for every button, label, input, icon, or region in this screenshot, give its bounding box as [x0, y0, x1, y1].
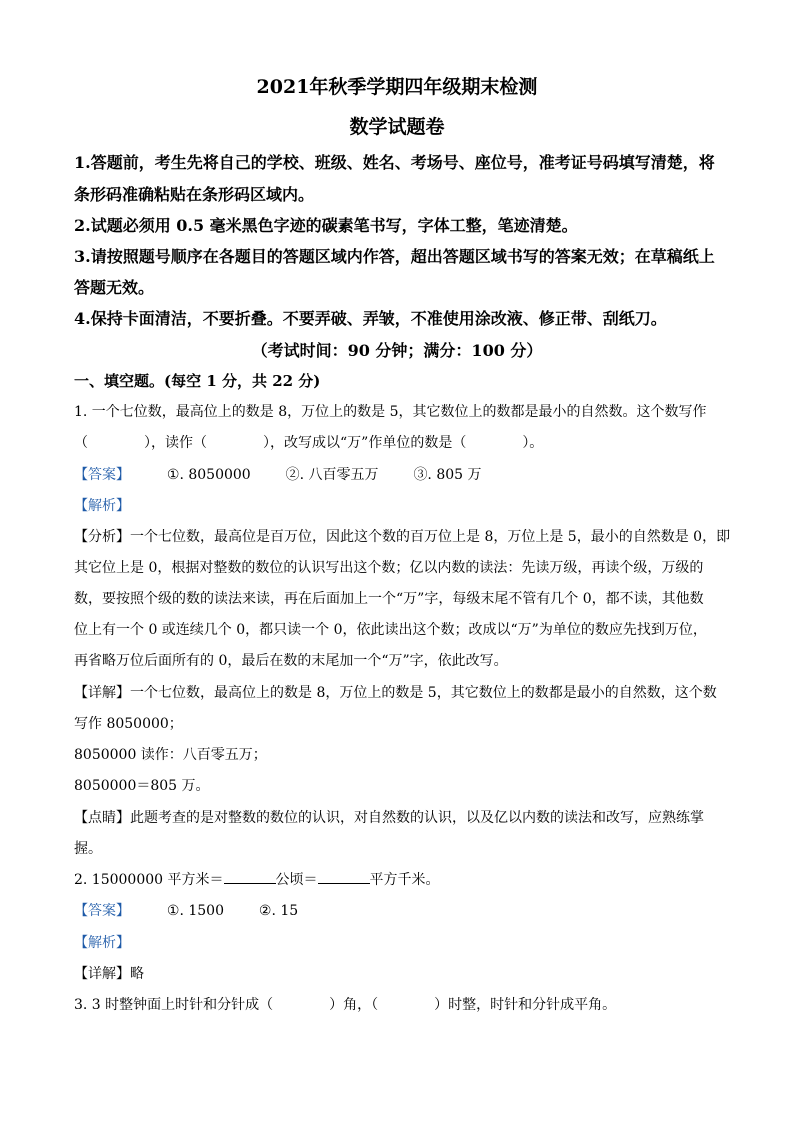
section-heading: 一、填空题。(每空 1 分，共 22 分) — [74, 372, 321, 390]
analysis-tag: 【解析】 — [74, 498, 130, 514]
instruction-line: 答题无效。 — [74, 278, 155, 297]
answer-value: ②. 15 — [258, 903, 299, 919]
analysis-text: 位上有一个 0 或连续几个 0，都只读一个 0，依此读出这个数；改成以“万”为单位的数应先找到万位， — [74, 622, 707, 638]
answer-tag: 【答案】 — [74, 903, 130, 919]
detail-text: 8050000＝805 万。 — [74, 778, 210, 794]
answer-value: ①. 8050000 — [166, 467, 251, 483]
answer-row — [74, 900, 298, 920]
analysis-text: 其它位上是 0，根据对整数的数位的认识写出这个数；亿以内数的读法：先读万级，再读个级，万级的 — [74, 560, 704, 576]
comment-text: 握。 — [74, 841, 102, 857]
question-part: 2. 15000000 平方米＝ — [74, 872, 224, 888]
instruction-line: 1.答题前，考生先将自己的学校、班级、姓名、考场号、座位号，准考证号码填写清楚，将 — [74, 153, 715, 172]
instruction-line: 4.保持卡面清洁，不要折叠。不要弄破、弄皱，不准使用涂改液、修正带、刮纸刀。 — [74, 309, 667, 328]
answer-value: ③. 805 万 — [413, 467, 482, 483]
detail-text: 8050000 读作：八百零五万； — [74, 747, 267, 763]
answer-value: ②. 八百零五万 — [285, 467, 379, 483]
detail-text: 【详解】略 — [74, 966, 144, 982]
exam-info: （考试时间：90 分钟；满分：100 分） — [251, 341, 543, 360]
detail-text: 写作 8050000； — [74, 716, 183, 732]
analysis-tag: 【解析】 — [74, 935, 130, 951]
analysis-text: 数，要按照个级的数的读法来读，再在后面加上一个“万”字，每级末尾不管有几个 0，都不读，其他数 — [74, 591, 704, 607]
page-subtitle: 数学试题卷 — [349, 116, 445, 138]
question-text — [74, 869, 440, 889]
analysis-text: 【分析】一个七位数，最高位是百万位，因此这个数的百万位上是 8，万位上是 5，最小的自然数是 0，即 — [74, 529, 731, 545]
detail-text: 【详解】一个七位数，最高位上的数是 8，万位上的数是 5，其它数位上的数都是最小的自然数，这个数 — [74, 685, 717, 701]
answer-blank — [224, 869, 276, 884]
answer-value: ①. 1500 — [166, 903, 224, 919]
page-title: 2021年秋季学期四年级期末检测 — [256, 76, 538, 98]
question-text: 1. 一个七位数，最高位上的数是 8，万位上的数是 5，其它数位上的数都是最小的自然数。这个数写作 — [74, 404, 707, 420]
question-part: 公顷＝ — [275, 872, 318, 888]
answer-blank — [318, 869, 370, 884]
instruction-line: 2.试题必须用 0.5 毫米黑色字迹的碳素笔书写，字体工整，笔迹清楚。 — [74, 216, 578, 235]
instruction-line: 条形码准确粘贴在条形码区域内。 — [74, 185, 315, 204]
question-text: 3. 3 时整钟面上时针和分针成（ ）角，（ ）时整，时针和分针成平角。 — [74, 997, 617, 1013]
comment-text: 【点睛】此题考查的是对整数的数位的认识，对自然数的认识，以及亿以内数的读法和改写，应熟练掌 — [74, 810, 704, 826]
answer-row — [74, 464, 482, 484]
question-text: （ ），读作（ ），改写成以“万”作单位的数是（ ）。 — [74, 435, 544, 451]
answer-tag: 【答案】 — [74, 467, 130, 483]
question-part: 平方千米。 — [369, 872, 440, 888]
analysis-text: 再省略万位后面所有的 0，最后在数的末尾加一个“万”字，依此改写。 — [74, 653, 508, 669]
instruction-line: 3.请按照题号顺序在各题目的答题区域内作答，超出答题区域书写的答案无效；在草稿纸上 — [74, 247, 715, 266]
